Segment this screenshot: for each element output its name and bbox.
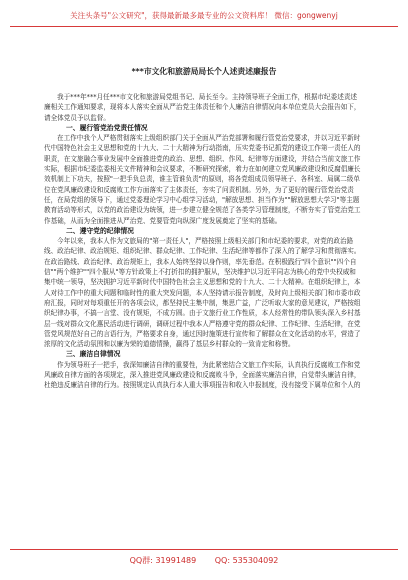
footer-qq-group: QQ群: 31991489 — [129, 556, 197, 565]
intro-paragraph: 我于***年***月任***市文化和旅游局党组书记、局长至今。主持领导班子全面工作，根据市纪委述责述廉相关工作通知要求，现将本人落实全面从严治党主体责任和个人廉洁自律情况向本单位党员大会报告如下，请全体党员予以监督。 — [44, 93, 361, 122]
section-heading-2: 二、遵守党的纪律情况 — [66, 226, 134, 235]
document-title: ***市文化和旅游局局长个人述责述廉报告 — [131, 67, 277, 76]
footer-contact — [0, 552, 408, 570]
header-banner: 关注头条号"公文研究"，获得最新最多最专业的公文资料库！ 微信：gongwenyj — [70, 11, 338, 20]
header-divider — [10, 26, 398, 27]
footer-qq: QQ: 535304092 — [214, 556, 279, 565]
footer-divider — [10, 549, 398, 550]
section-paragraph-1: 在工作中我个人严格贯彻落实上级组织部门关于全面从严治党部署和履行管党治党要求，并以习近平新时代中国特色社会主义思想和党的十九大、二十大精神为行动指南，压实党委书记抓党的建设工作第一责任人的职责，在文旅融合事业发展中全面推进党的政治、思想、组织、作风、纪律等方面建设，并结合当前文旅工作实际，根据市纪委监委相关文件精神和会议要求，不断研究探索，着力在如何建立党风廉政建设和反腐倡廉长效机制上下功夫，按照"一把手负总责，谁主管谁负责"的原则，将各党组成员领导班子、各科室、局属二级单位在党风廉政建设和反腐败工作方面落实了主体责任，夯实了问责机制。另外，为了更好的履行管党治党责任，在局党组的领导下，通过党委理论学习中心组学习活动，"解放思想、担当作为""解放思想大学习"等主题教育活动等形式，以党的政治建设为统领，进一步建立健全规范了各类学习管理制度，不断夯实了管党治党工作基础，从而为全面推进从严治党、党要管党向纵深广度发展奠定了坚实的基础。 — [44, 134, 361, 225]
section-paragraph-2: 今年以来，我本人作为文旅局的"第一责任人"，严格按照上级相关部门和市纪委的要求，对党的政治路线、政治纪律、政治规矩、组织纪律、群众纪律、工作纪律、生活纪律等都作了深入的了解学习和贯彻落实。在政治路线、政治纪律、政治规矩上，我本人始终坚持以身作则，率先垂范。在积极践行"四个意识""四个自信""两个维护""四个服从"等方针政策上不打折扣的拥护服从，坚决维护以习近平同志为核心的党中央权威和集中统一领导，坚决拥护习近平新时代中国特色社会主义思想和党的十九大、二十大精神。在组织纪律上，本人对待工作中的重大问题和临时性的重大突发问题，本人坚持请示报告制度，及时向上级相关部门和市委市政府汇报，同时对每项重任开的各项会议，都坚持民主集中制，集思广益，广泛听取大家的意见建议，严格按组织纪律办事，不搞一言堂、没有规矩，不成方圆。由于文旅行业工作性质，本人经常性的带队领头深入乡村基层一线对群众文化惠民活动进行调研，调研过程中我本人严格遵守党的群众纪律、工作纪律、生活纪律，在党管党风规范好自己的言语行为，严格要求自身，通过因时施策进行宣传和了解群众在文化活动的水平，营造了浓厚的文化活动氛围和以廉为荣的道德情操，赢得了基层乡村群众的一致肯定和称赞。 — [44, 237, 361, 349]
section-heading-3: 三、廉洁自律情况 — [66, 350, 121, 359]
document-body — [44, 92, 362, 391]
section-paragraph-3: 作为领导班子一把手，我深知廉洁自律的重要性，为此紧密结合文旅工作实际，认真执行反腐败工作和党风廉政自律方面的各项规定，深入推进党风廉政建设和反腐败斗争，全面落实廉洁自律，自觉带头廉洁自律，杜绝违反廉洁自律的行为。按照规定认真执行本人重大事项报告和收入申报制度，没有接受下属单位和个人的 — [44, 360, 361, 390]
section-heading-1: 一、履行管党治党责任情况 — [66, 123, 148, 132]
